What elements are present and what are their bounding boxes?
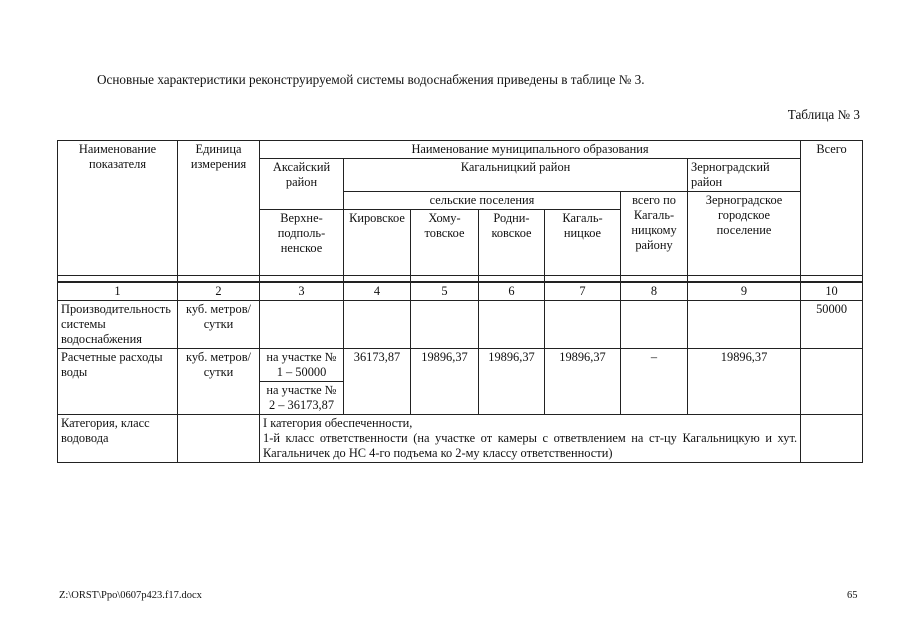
row-unit-consumption: куб. метров/ сутки	[178, 349, 260, 415]
table-row-category	[58, 415, 863, 463]
header-settlement: Хомутовское	[411, 210, 479, 276]
column-number: 6	[479, 282, 545, 301]
header-settlement: Верхнеподпольненское	[260, 210, 344, 276]
characteristics-table	[57, 140, 863, 463]
column-number: 9	[688, 282, 801, 301]
header-total: Всего	[801, 141, 863, 276]
header-aksai: Аксайский район	[260, 159, 344, 210]
row-name-consumption: Расчетные расходы воды	[58, 349, 178, 415]
category-line-2: 1-й класс ответственности (на участке от камеры с ответвлением на ст-цу Кагальницкую и хут. Кагальничек до НС 4-го подъема ко 2-му классу ответственности)	[263, 431, 798, 460]
footer-page-number: 65	[847, 590, 858, 601]
value-khomutovskoe: 19896,37	[411, 349, 479, 415]
header-rural: сельские поселения	[344, 192, 621, 210]
column-number: 10	[801, 282, 863, 301]
row-name-capacity: Производительность системы водоснабжения	[58, 301, 178, 349]
table-row-capacity	[58, 301, 863, 349]
value-zernograd: 19896,37	[688, 349, 801, 415]
category-line-1: I категория обеспеченности,	[263, 416, 413, 430]
row-unit-capacity: куб. метров/ сутки	[178, 301, 260, 349]
section-2-value: на участке № 2 – 36173,87	[260, 382, 344, 415]
header-municipality: Наименование муниципального образования	[260, 141, 801, 159]
section-1-value: на участке № 1 – 50000	[260, 349, 344, 382]
value-total-kagal: –	[621, 349, 688, 415]
column-number-row	[58, 282, 863, 301]
value-kagalnitskoe: 19896,37	[545, 349, 621, 415]
column-number: 4	[344, 282, 411, 301]
value-rodnikovskoe: 19896,37	[479, 349, 545, 415]
capacity-total: 50000	[801, 301, 863, 349]
header-zernograd-urban: Зерноградское городское поселение	[688, 192, 801, 276]
header-settlement: Кагальницкое	[545, 210, 621, 276]
row-name-category: Категория, класс водовода	[58, 415, 178, 463]
intro-paragraph: Основные характеристики реконструируемой системы водоснабжения приведены в таблице № 3.	[97, 72, 645, 87]
header-settlement: Кировское	[344, 210, 411, 276]
header-indicator: Наименование показателя	[58, 141, 178, 276]
header-row-1	[58, 141, 863, 159]
footer-file-path: Z:\ORST\Ppo\0607p423.f17.docx	[59, 590, 202, 601]
header-unit: Единица измерения	[178, 141, 260, 276]
header-zernograd: Зерноградский район	[688, 159, 801, 192]
header-total-kagal: всего по Кагальницкому району	[621, 192, 688, 276]
column-number: 7	[545, 282, 621, 301]
column-number: 3	[260, 282, 344, 301]
column-number: 2	[178, 282, 260, 301]
value-kirovskoe: 36173,87	[344, 349, 411, 415]
table-row-consumption	[58, 349, 863, 382]
column-number: 1	[58, 282, 178, 301]
table-label: Таблица № 3	[787, 107, 860, 122]
column-number: 8	[621, 282, 688, 301]
header-kagal: Кагальницкий район	[344, 159, 688, 192]
column-number: 5	[411, 282, 479, 301]
category-description	[260, 415, 801, 463]
header-settlement: Родниковское	[479, 210, 545, 276]
